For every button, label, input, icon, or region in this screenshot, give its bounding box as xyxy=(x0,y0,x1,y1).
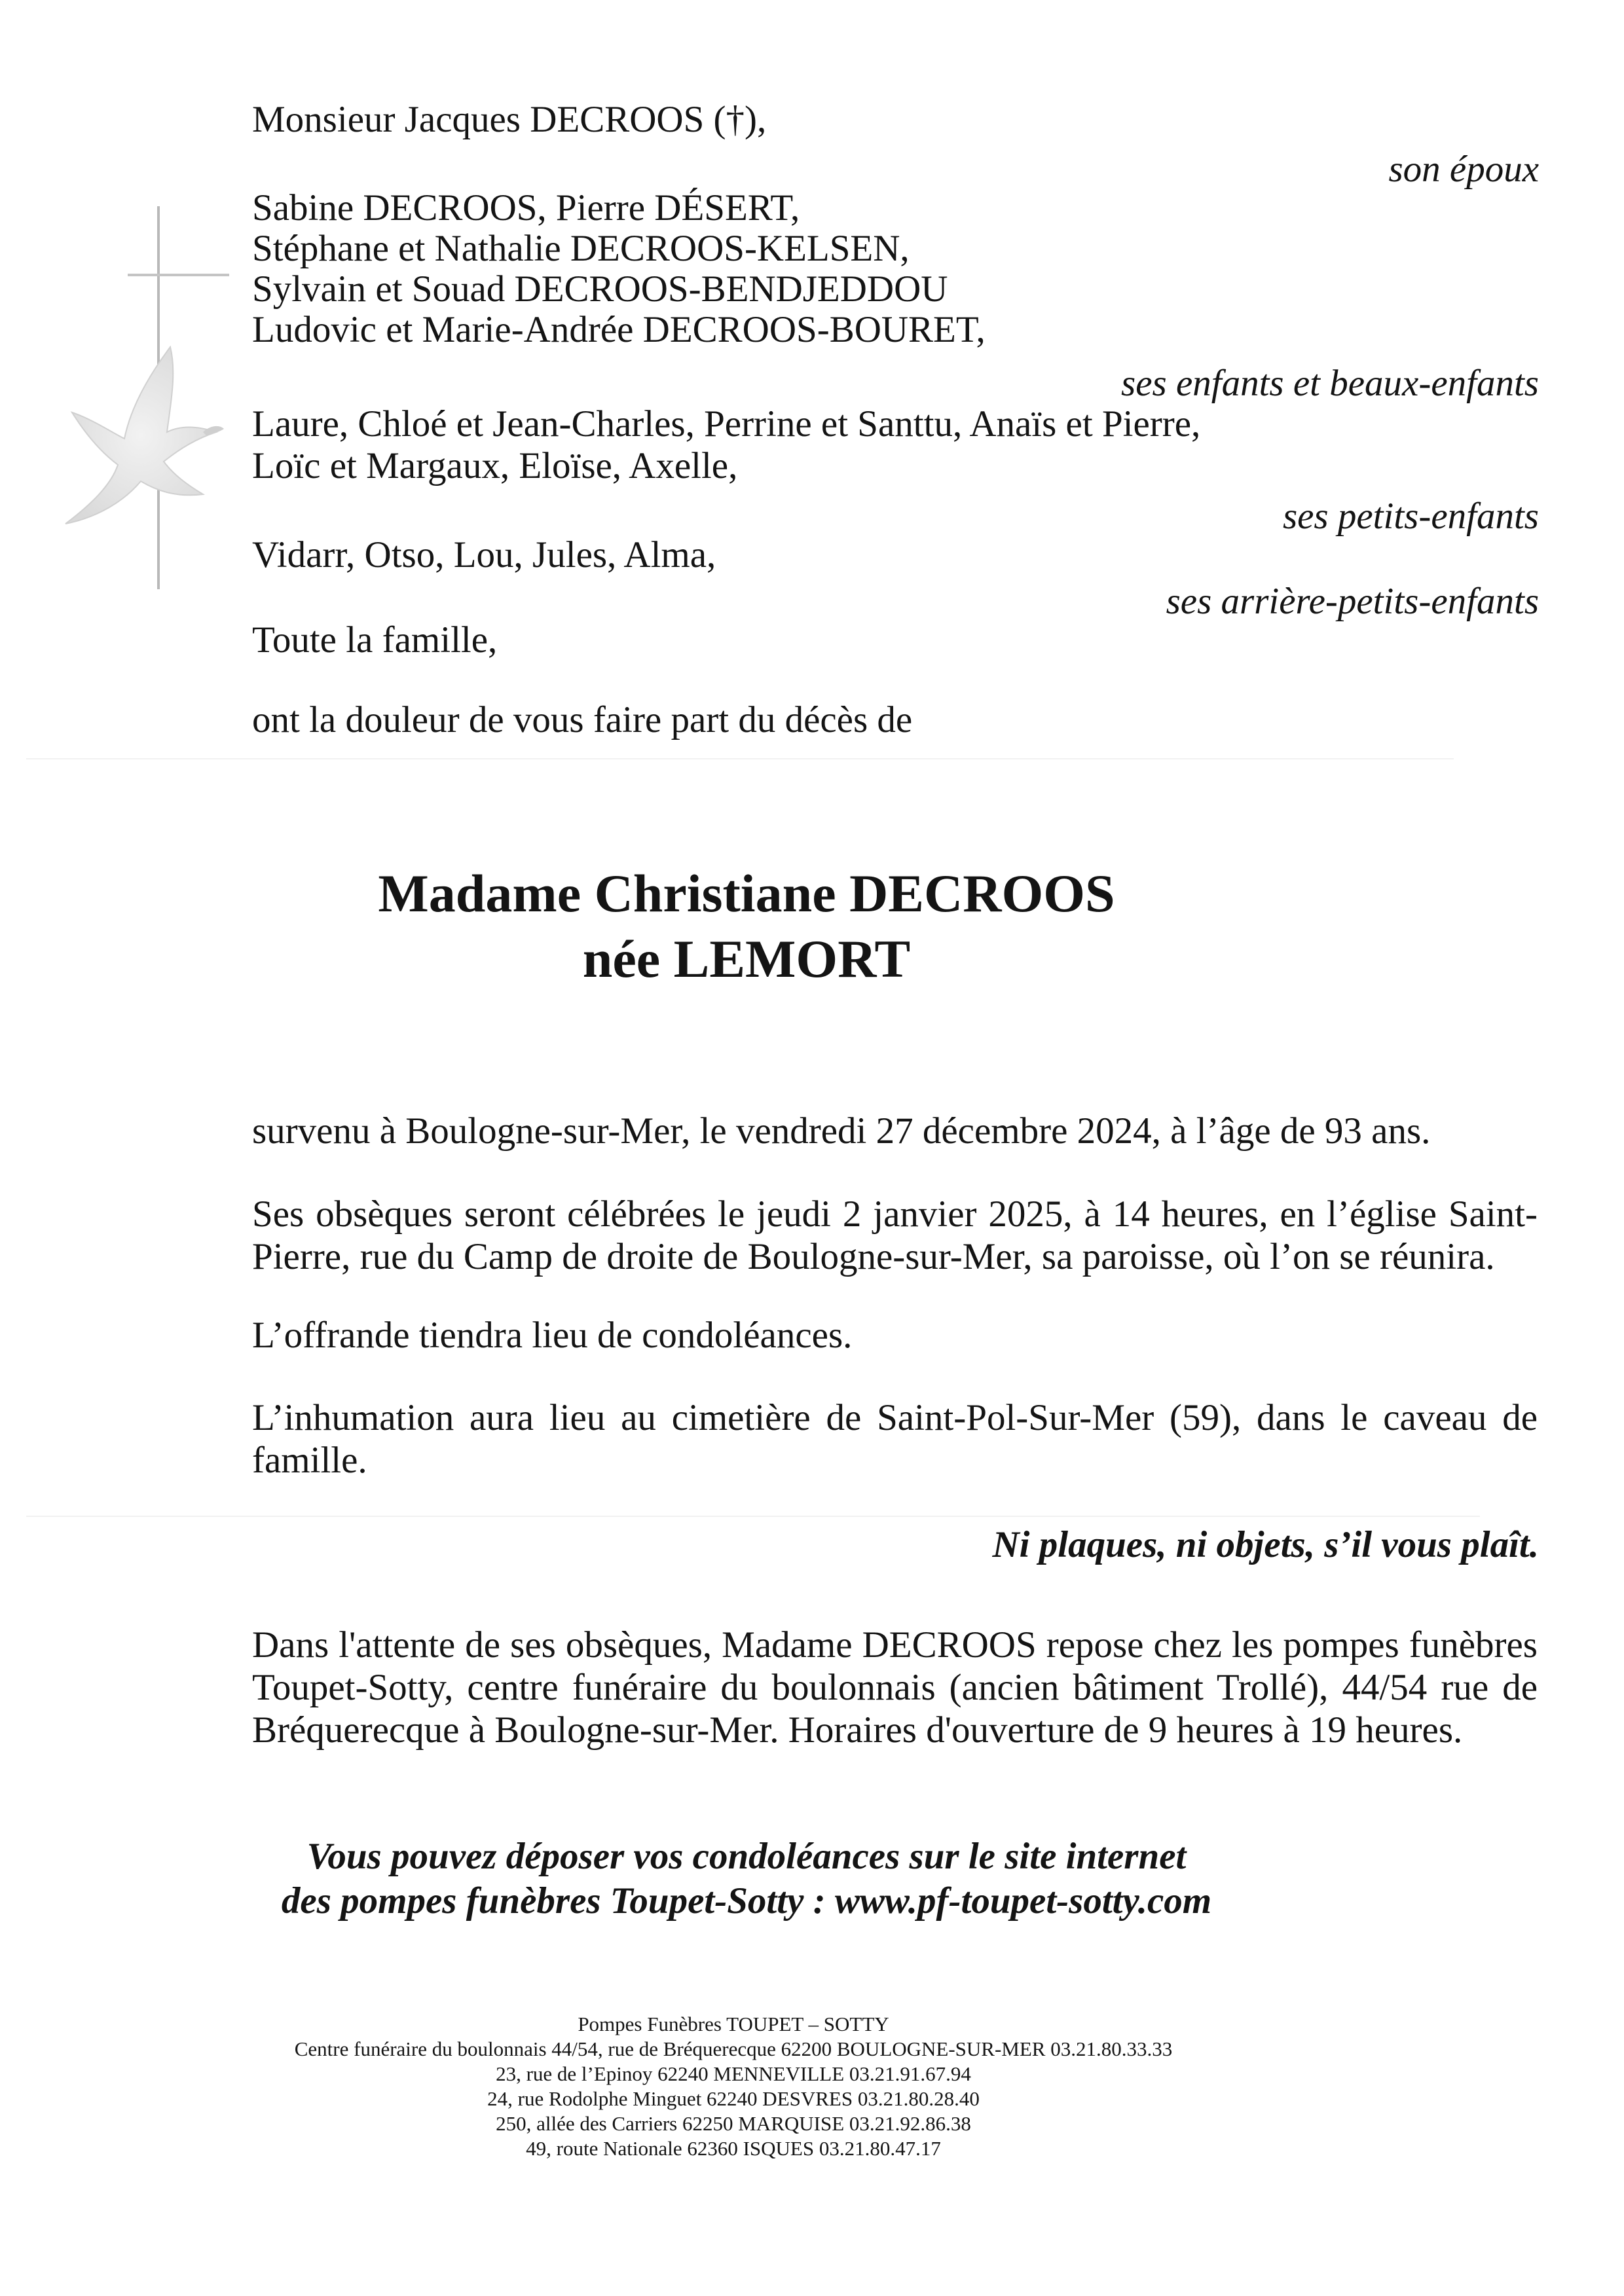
deceased-maiden-name: née LEMORT xyxy=(582,929,911,989)
grandchildren-role: ses petits-enfants xyxy=(1282,496,1539,537)
funeral-line: Ses obsèques seront célébrées le jeudi 2 janvier 2025, à 14 heures, en l’église Saint- xyxy=(252,1194,1538,1235)
condolences-line: des pompes funèbres Toupet-Sotty : www.pf-toupet-sotty.com xyxy=(281,1880,1212,1922)
footer-line: Pompes Funèbres TOUPET – SOTTY xyxy=(578,2013,889,2035)
rest-line: Toupet-Sotty, centre funéraire du boulonnais (ancien bâtiment Trollé), 44/54 rue de xyxy=(252,1667,1538,1708)
child-line: Sabine DECROOS, Pierre DÉSERT, xyxy=(252,187,800,228)
burial-line: famille. xyxy=(252,1440,367,1481)
footer-line: 49, route Nationale 62360 ISQUES 03.21.80.47.17 xyxy=(526,2137,941,2160)
footer-line: 23, rue de l’Epinoy 62240 MENNEVILLE 03.21.91.67.94 xyxy=(496,2062,971,2085)
deceased-name: Madame Christiane DECROOS xyxy=(378,864,1115,923)
child-line: Stéphane et Nathalie DECROOS-KELSEN, xyxy=(252,228,910,269)
rest-line: Bréquerecque à Boulogne-sur-Mer. Horaires d'ouverture de 9 heures à 19 heures. xyxy=(252,1709,1463,1751)
rest-line: Dans l'attente de ses obsèques, Madame DECROOS repose chez les pompes funèbres xyxy=(252,1624,1538,1666)
grandchild-line: Loïc et Margaux, Eloïse, Axelle, xyxy=(252,445,738,486)
children-role: ses enfants et beaux-enfants xyxy=(1121,363,1539,404)
announcement-line: ont la douleur de vous faire part du décès de xyxy=(252,699,913,740)
footer-line: 24, rue Rodolphe Minguet 62240 DESVRES 03.21.80.28.40 xyxy=(487,2087,980,2110)
cross-bar xyxy=(128,274,229,276)
no-flowers-notice: Ni plaques, ni objets, s’il vous plaît. xyxy=(992,1524,1539,1565)
husband-line: Monsieur Jacques DECROOS (†), xyxy=(252,99,767,140)
child-line: Sylvain et Souad DECROOS-BENDJEDDOU xyxy=(252,268,948,310)
great-grandchildren-role: ses arrière-petits-enfants xyxy=(1166,581,1539,622)
funeral-paragraph xyxy=(252,1193,1538,1278)
dove-icon xyxy=(52,334,236,543)
great-grandchildren-line: Vidarr, Otso, Lou, Jules, Alma, xyxy=(252,534,716,575)
death-line: survenu à Boulogne-sur-Mer, le vendredi 27 décembre 2024, à l’âge de 93 ans. xyxy=(252,1110,1431,1152)
husband-role: son époux xyxy=(1388,149,1539,190)
footer-line: 250, allée des Carriers 62250 MARQUISE 03.21.92.86.38 xyxy=(496,2112,971,2135)
burial-paragraph xyxy=(252,1396,1538,1482)
family-line: Toute la famille, xyxy=(252,619,498,661)
condolences-line: Vous pouvez déposer vos condoléances sur le site internet xyxy=(306,1836,1187,1877)
rest-paragraph xyxy=(252,1624,1538,1751)
footer-line: Centre funéraire du boulonnais 44/54, rue de Bréquerecque 62200 BOULOGNE-SUR-MER 03.21.80.33.33 xyxy=(294,2037,1173,2060)
funeral-line: Pierre, rue du Camp de droite de Boulogne-sur-Mer, sa paroisse, où l’on se réunira. xyxy=(252,1236,1495,1277)
separator xyxy=(26,758,1454,759)
offering-line: L’offrande tiendra lieu de condoléances. xyxy=(252,1315,853,1356)
grandchild-line: Laure, Chloé et Jean-Charles, Perrine et Santtu, Anaïs et Pierre, xyxy=(252,403,1201,445)
separator xyxy=(26,1516,1480,1517)
child-line: Ludovic et Marie-Andrée DECROOS-BOURET, xyxy=(252,309,986,350)
burial-line: L’inhumation aura lieu au cimetière de Saint-Pol-Sur-Mer (59), dans le caveau de xyxy=(252,1397,1538,1438)
